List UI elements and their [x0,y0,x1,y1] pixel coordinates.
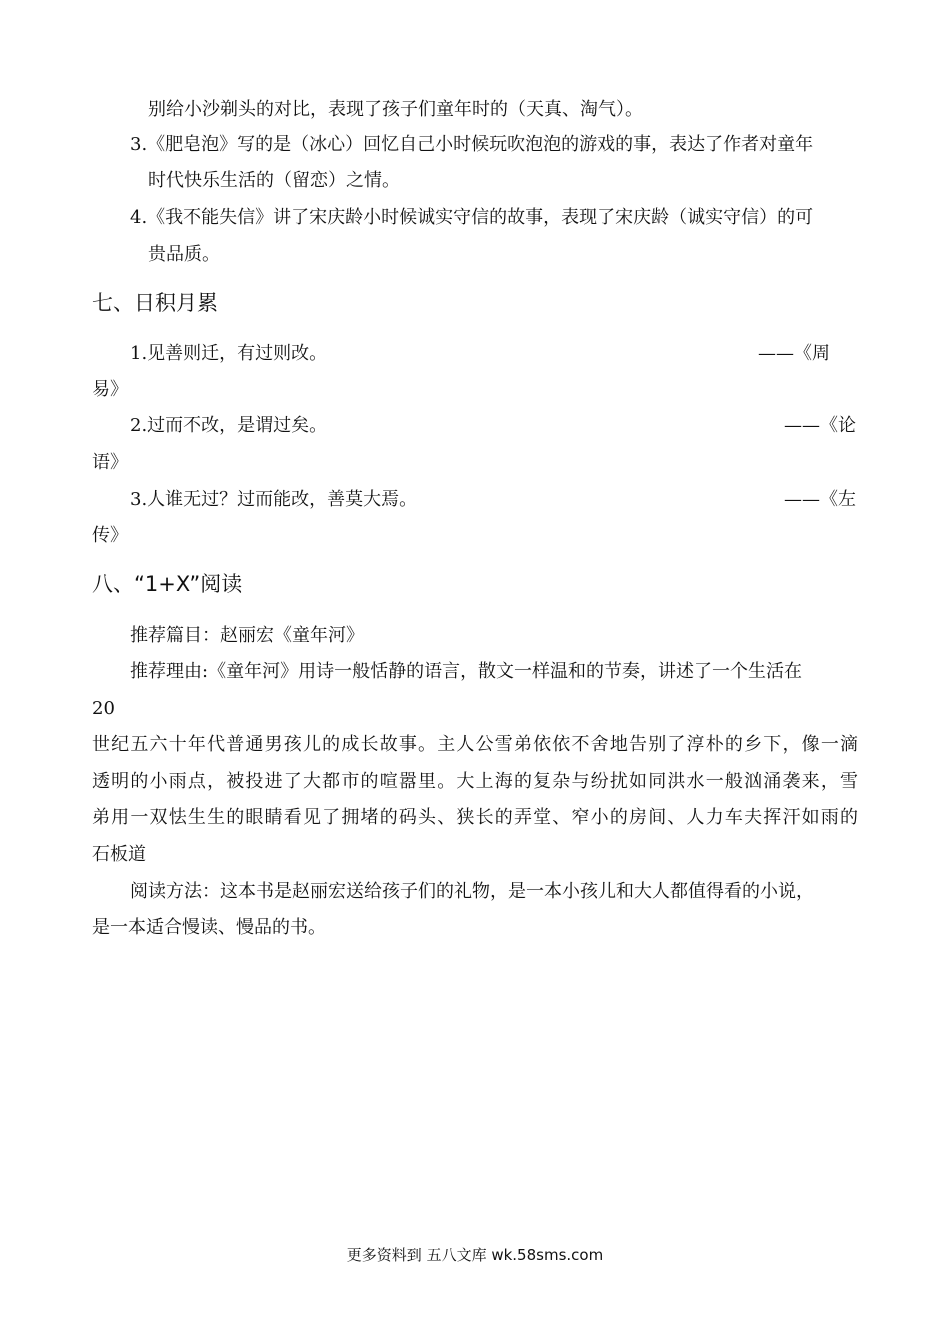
section8-title: 八、“1+X”阅读 [92,572,243,596]
item4-line2: 贵品质。 [148,244,220,265]
section7-title: 七、日积月累 [92,291,218,315]
footer-link[interactable]: 更多资料到 五八文库 wk.58sms.com [346,1246,604,1264]
quote-1-source-cont: 易》 [92,379,128,400]
quote-2-source: ——《论 [784,415,856,436]
recommend-title: 推荐篇目：赵丽宏《童年河》 [130,625,364,646]
method-line-2: 是一本适合慢读、慢品的书。 [92,917,326,938]
quote-3-source-cont: 传》 [92,525,128,546]
method-line-1: 阅读方法：这本书是赵丽宏送给孩子们的礼物，是一本小孩儿和大人都值得看的小说， [130,881,814,902]
quote-3-source: ——《左 [784,489,856,510]
reason-line-4: 透明的小雨点，被投进了大都市的喧嚣里。大上海的复杂与纷扰如同洪水一般汹涌袭来，雪 [92,771,858,792]
item3-line2: 时代快乐生活的（留恋）之情。 [148,170,400,191]
reason-line-6: 石板道 [92,844,146,865]
item2-continuation: 别给小沙剃头的对比，表现了孩子们童年时的（天真、淘气）。 [148,99,643,120]
reason-line-3: 世纪五六十年代普通男孩儿的成长故事。主人公雪弟依依不舍地告别了淳朴的乡下，像一滴 [92,734,858,755]
reason-line-1: 推荐理由:《童年河》用诗一般恬静的语言，散文一样温和的节奏，讲述了一个生活在 [130,661,803,682]
reason-line-2: 20 [92,698,115,719]
item4-line1: 4.《我不能失信》讲了宋庆龄小时候诚实守信的故事，表现了宋庆龄（诚实守信）的可 [130,207,814,228]
quote-3-text: 3.人谁无过？过而能改，善莫大焉。 [130,489,418,510]
reason-line-5: 弟用一双怯生生的眼睛看见了拥堵的码头、狭长的弄堂、窄小的房间、人力车夫挥汗如雨的 [92,807,858,828]
item3-line1: 3.《肥皂泡》写的是（冰心）回忆自己小时候玩吹泡泡的游戏的事，表达了作者对童年 [130,134,814,155]
quote-1-source: ——《周 [758,343,830,364]
quote-2-text: 2.过而不改，是谓过矣。 [130,415,328,436]
quote-2-source-cont: 语》 [92,452,128,473]
quote-1-text: 1.见善则迁，有过则改。 [130,343,328,364]
